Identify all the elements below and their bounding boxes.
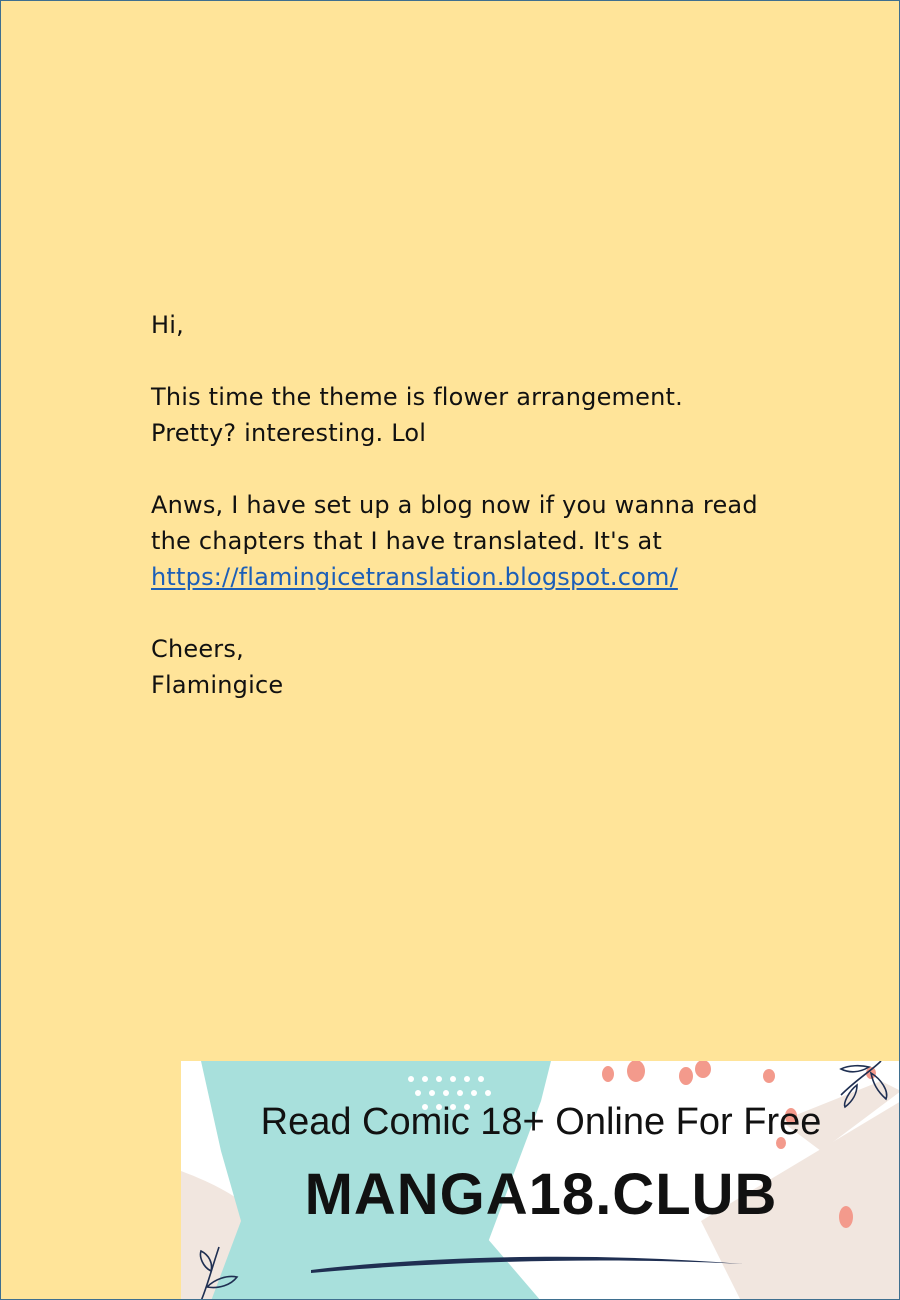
paragraph-line: Anws, I have set up a blog now if you wanna read [151,491,758,519]
paragraph-line: the chapters that I have translated. It's at [151,527,663,555]
banner-tagline: Read Comic 18+ Online For Free [260,1101,822,1143]
letter-body [151,307,811,703]
banner-brand[interactable]: MANGA18.CLUB [304,1162,778,1227]
closing: Cheers, [151,635,244,663]
signature: Flamingice [151,671,284,699]
paragraph-line: This time the theme is flower arrangement. [151,383,683,411]
ad-banner[interactable] [181,1061,900,1300]
paragraph-line: Pretty? interesting. Lol [151,419,427,447]
paragraph-gap [151,343,811,379]
greeting: Hi, [151,311,184,339]
paragraph-gap [151,451,811,487]
paragraph-gap [151,595,811,631]
blog-link[interactable]: https://flamingicetranslation.blogspot.com/ [151,563,678,591]
